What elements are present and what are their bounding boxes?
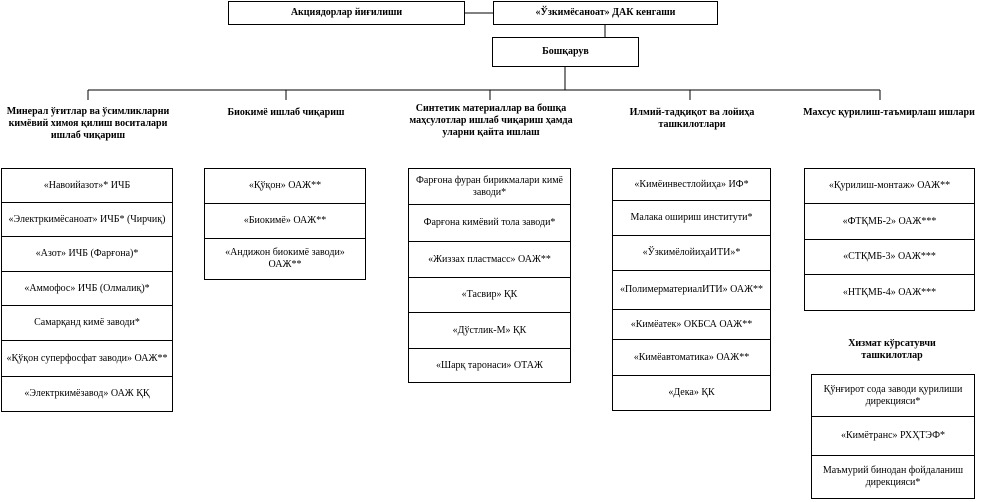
list-item: Малака ошириш институти* xyxy=(612,200,771,236)
column-mineral-fertilizers xyxy=(1,168,173,412)
list-item: Қўнғирот сода заводи қурилиши дирекцияси* xyxy=(811,374,975,417)
list-item: «Электркимёзавод» ОАЖ ҚҚ xyxy=(1,376,173,412)
list-item: «Кимётранс» РХҲТЭФ* xyxy=(811,416,975,456)
column-synthetic-materials xyxy=(408,168,571,383)
column-title-biochemistry: Биокимё ишлаб чиқариш xyxy=(227,107,345,118)
list-item: Фарғона фуран бирикмалари кимё заводи* xyxy=(408,168,571,205)
column-title-mineral-fertilizers: Минерал ўғитлар ва ўсимликларни кимёвий химоя қилиш воситалари ишлаб чиқариш xyxy=(6,106,170,141)
list-item: «СТҚМБ-3» ОАЖ*** xyxy=(804,239,975,275)
list-item: «ПолимерматериалИТИ» ОАЖ** xyxy=(612,270,771,310)
column-construction xyxy=(804,168,975,311)
list-item: «Биокимё» ОАЖ** xyxy=(204,203,366,239)
board-box: Бошқарув xyxy=(492,37,639,67)
services-list xyxy=(811,374,975,499)
list-item: «ЎзкимёлойиҳаИТИ»* xyxy=(612,235,771,271)
column-title-synthetic-materials: Синтетик материаллар ва бошқа маҳсулотлар ишлаб чиқариш ҳамда уларни қайта ишлаш xyxy=(409,103,573,138)
list-item: «НТҚМБ-4» ОАЖ*** xyxy=(804,274,975,311)
list-item: «Андижон биокимё заводи» ОАЖ** xyxy=(204,238,366,280)
list-item: «Электркимёсаноат» ИЧБ* (Чирчиқ) xyxy=(1,202,173,237)
list-item: Маъмурий бинодан фойдаланиш дирекцияси* xyxy=(811,455,975,499)
list-item: «Жиззах пластмасс» ОАЖ** xyxy=(408,241,571,278)
list-item: «Дўстлик-М» ҚК xyxy=(408,312,571,349)
list-item: «Дека» ҚК xyxy=(612,375,771,411)
column-biochemistry xyxy=(204,168,366,280)
list-item: «Қўқон суперфосфат заводи» ОАЖ** xyxy=(1,340,173,377)
list-item: Фарғона кимёвий тола заводи* xyxy=(408,204,571,242)
list-item: «Қурилиш-монтаж» ОАЖ** xyxy=(804,168,975,204)
list-item: «Қўқон» ОАЖ** xyxy=(204,168,366,204)
shareholders-meeting-box: Акциядорлар йиғилиши xyxy=(228,1,465,25)
list-item: «Кимёатек» ОКБСА ОАЖ** xyxy=(612,309,771,340)
list-item: Самарқанд кимё заводи* xyxy=(1,305,173,341)
list-item: «Тасвир» ҚК xyxy=(408,277,571,313)
list-item: «Азот» ИЧБ (Фарғона)* xyxy=(1,236,173,272)
list-item: «Навоийазот»* ИЧБ xyxy=(1,168,173,203)
list-item: «ФТҚМБ-2» ОАЖ*** xyxy=(804,203,975,240)
list-item: «Шарқ таронаси» ОТАЖ xyxy=(408,348,571,383)
column-research xyxy=(612,168,771,411)
list-item: «Кимёинвестлойиҳа» ИФ* xyxy=(612,168,771,201)
list-item: «Кимёавтоматика» ОАЖ** xyxy=(612,339,771,376)
column-title-construction: Махсус қурилиш-таъмирлаш ишлари xyxy=(803,107,975,118)
services-title: Хизмат кўрсатувчи ташкилотлар xyxy=(848,338,936,361)
list-item: «Аммофос» ИЧБ (Олмалиқ)* xyxy=(1,271,173,306)
council-box: «Ўзкимёсаноат» ДАК кенгаши xyxy=(493,1,718,25)
column-title-research: Илмий-тадқиқот ва лойиҳа ташкилотлари xyxy=(629,107,755,130)
